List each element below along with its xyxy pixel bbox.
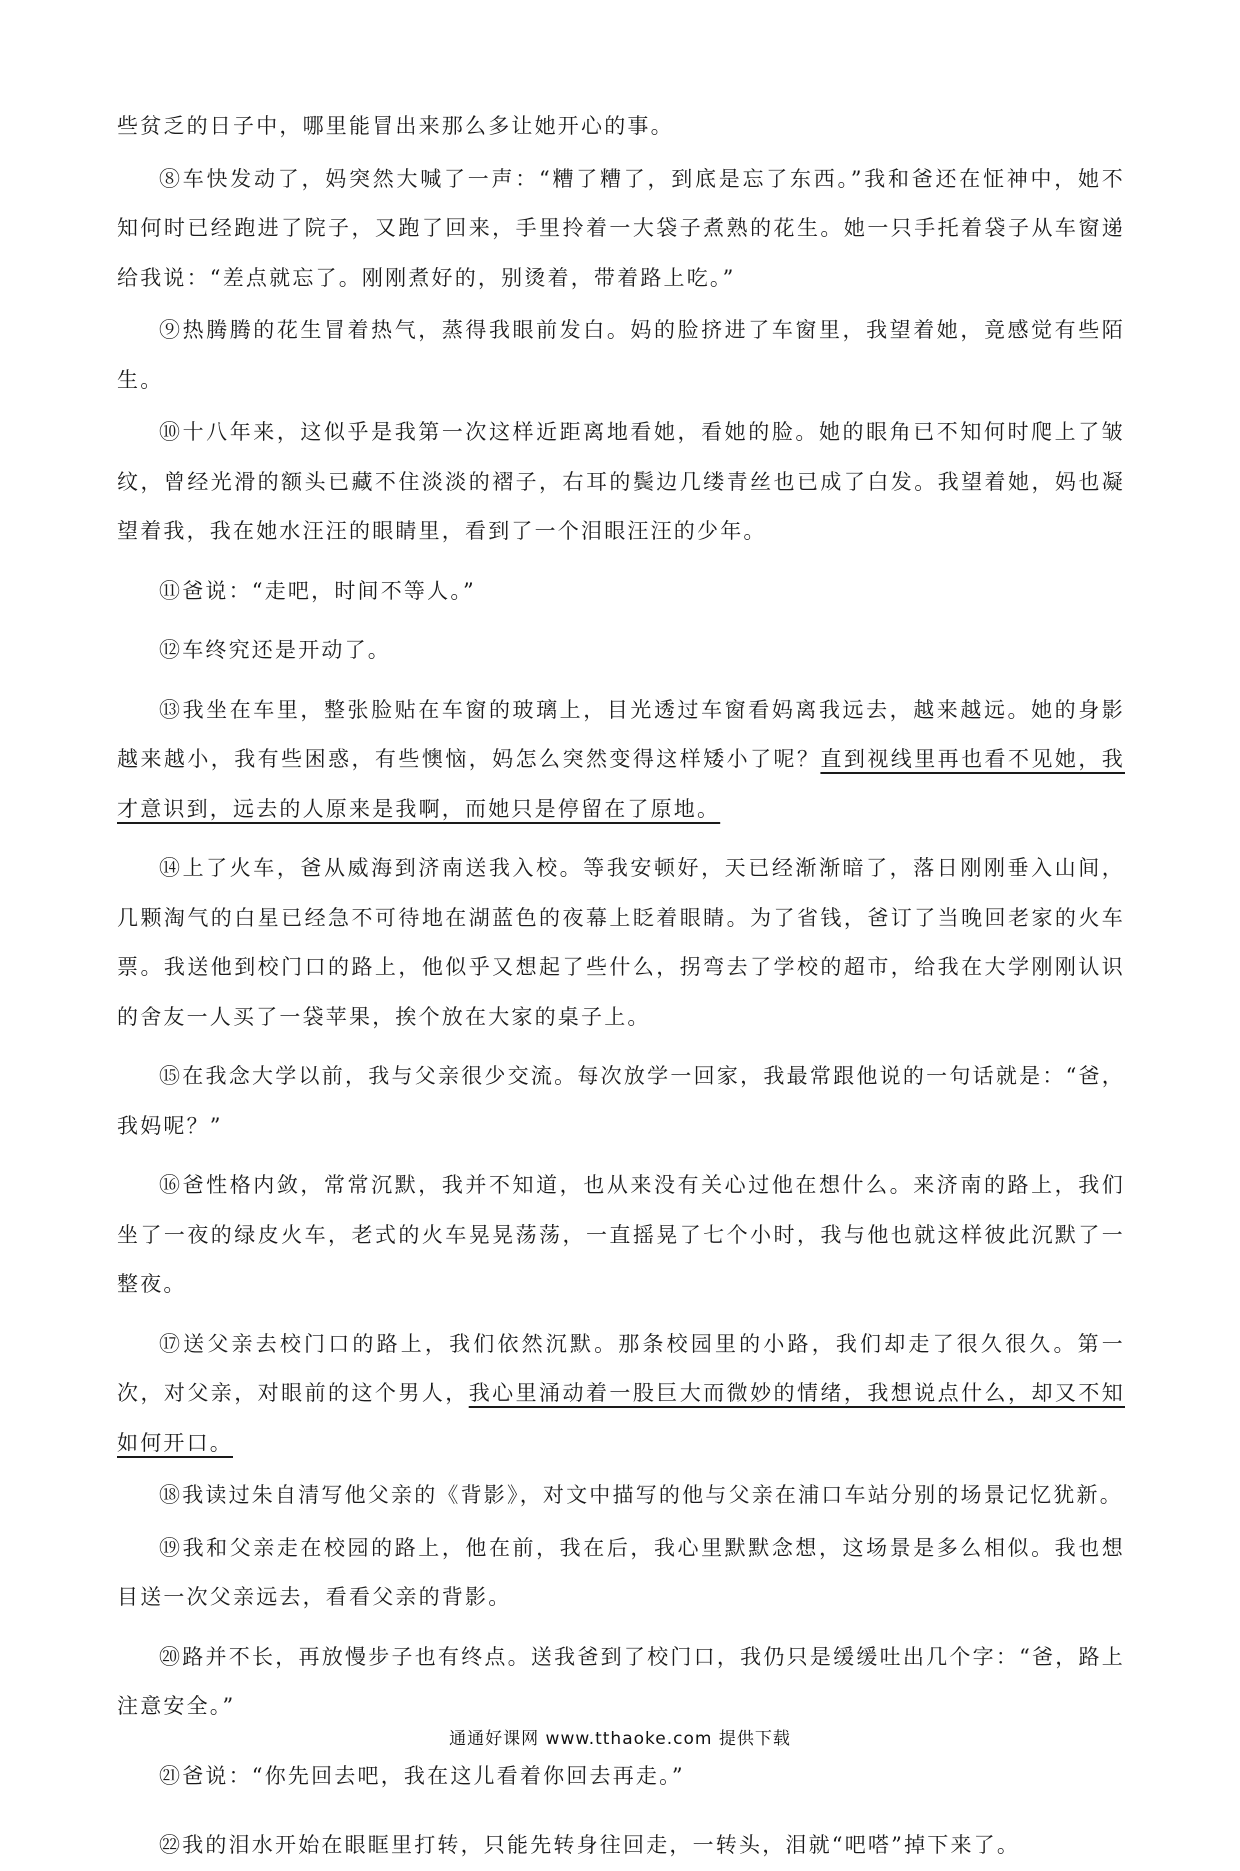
paragraph-text: ⑭上了火车，爸从威海到济南送我入校。等我安顿好，天已经渐渐暗了，落日刚刚垂入山间，几颗淘气的白星已经急不可待地在湖蓝色的夜幕上眨着眼睛。为了省钱，爸订了当晚回老家的火车票。我送他到校门口的路上，他似乎又想起了些什么，拐弯去了学校的超市，给我在大学刚刚认识的舍友一人买了一袋苹果，挨个放在大家的桌子上。 [117, 856, 1125, 1029]
paragraph-12 [117, 626, 1125, 676]
paragraph-text: ⑰送父亲去校门口的路上，我们依然沉默。那条校园里的小路，我们却走了很久很久。第一次，对父亲，对眼前的这个男人， [117, 1331, 1125, 1405]
paragraph-17 [117, 1320, 1125, 1469]
paragraph-16 [117, 1161, 1125, 1310]
paragraph-13 [117, 686, 1125, 835]
paragraph-10 [117, 408, 1125, 557]
paragraph-8 [117, 155, 1125, 304]
paragraph-22 [117, 1821, 1125, 1871]
paragraph-text: ⑱我读过朱自清写他父亲的《背影》，对文中描写的他与父亲在浦口车站分别的场景记忆犹新。 [159, 1483, 1123, 1507]
footer-text: 通通好课网 www.tthaoke.com 提供下载 [449, 1729, 791, 1749]
paragraph-text: ㉑爸说：“你先回去吧，我在这儿看着你回去再走。” [159, 1763, 685, 1788]
paragraph-text: ⑪爸说：“走吧，时间不等人。” [159, 578, 476, 603]
paragraph-continuation [117, 102, 1125, 152]
paragraph-text: ⑬我坐在车里，整张脸贴在车窗的玻璃上，目光透过车窗看妈离我远去，越来越远。她的身影越来越小，我有些困惑，有些懊恼，妈怎么突然变得这样矮小了呢？ [117, 697, 1125, 771]
paragraph-15 [117, 1052, 1125, 1151]
underlined-sentence: 直到视线里再也看不见她，我才意识到，远去的人原来是我啊，而她只是停留在了原地。 [117, 747, 1125, 821]
paragraph-11 [117, 567, 1125, 617]
paragraph-19 [117, 1524, 1125, 1623]
paragraph-text: ⑧车快发动了，妈突然大喊了一声：“糟了糟了，到底是忘了东西。”我和爸还在怔神中，她不知何时已经跑进了院子，又跑了回来，手里拎着一大袋子煮熟的花生。她一只手托着袋子从车窗递给我说：“差点就忘了。刚刚煮好的，别烫着，带着路上吃。” [117, 166, 1125, 290]
paragraph-text: ⑳路并不长，再放慢步子也有终点。送我爸到了校门口，我仍只是缓缓吐出几个字：“爸，路上注意安全。” [117, 1644, 1125, 1718]
paragraph-text: ⑫车终究还是开动了。 [159, 638, 391, 662]
paragraph-9 [117, 306, 1125, 405]
page-footer [0, 1724, 1240, 1749]
paragraph-text: ⑮在我念大学以前，我与父亲很少交流。每次放学一回家，我最常跟他说的一句话就是：“爸，我妈呢？” [117, 1064, 1125, 1138]
paragraph-text: ⑩十八年来，这似乎是我第一次这样近距离地看她，看她的脸。她的眼角已不知何时爬上了皱纹，曾经光滑的额头已藏不住淡淡的褶子，右耳的鬓边几缕青丝也已成了白发。我望着她，妈也凝望着我，我在她水汪汪的眼睛里，看到了一个泪眼汪汪的少年。 [117, 420, 1125, 543]
paragraph-text: ⑨热腾腾的花生冒着热气，蒸得我眼前发白。妈的脸挤进了车窗里，我望着她，竟感觉有些陌生。 [117, 318, 1125, 392]
paragraph-14 [117, 844, 1125, 1042]
paragraph-18 [117, 1471, 1125, 1521]
paragraph-text: ⑯爸性格内敛，常常沉默，我并不知道，也从来没有关心过他在想什么。来济南的路上，我们坐了一夜的绿皮火车，老式的火车晃晃荡荡，一直摇晃了七个小时，我与他也就这样彼此沉默了一整夜。 [117, 1173, 1125, 1296]
underlined-sentence: 我心里涌动着一股巨大而微妙的情绪，我想说点什么，却又不知如何开口。 [117, 1381, 1125, 1455]
paragraph-20 [117, 1633, 1125, 1732]
paragraph-text: ⑲我和父亲走在校园的路上，他在前，我在后，我心里默默念想，这场景是多么相似。我也想目送一次父亲远去，看看父亲的背影。 [117, 1535, 1125, 1609]
paragraph-text: ㉒我的泪水开始在眼眶里打转，只能先转身往回走，一转头，泪就“吧嗒”掉下来了。 [159, 1833, 1021, 1857]
paragraph-text: 些贫乏的日子中，哪里能冒出来那么多让她开心的事。 [117, 114, 674, 138]
article-body [117, 102, 1125, 1871]
paragraph-21 [117, 1752, 1125, 1802]
